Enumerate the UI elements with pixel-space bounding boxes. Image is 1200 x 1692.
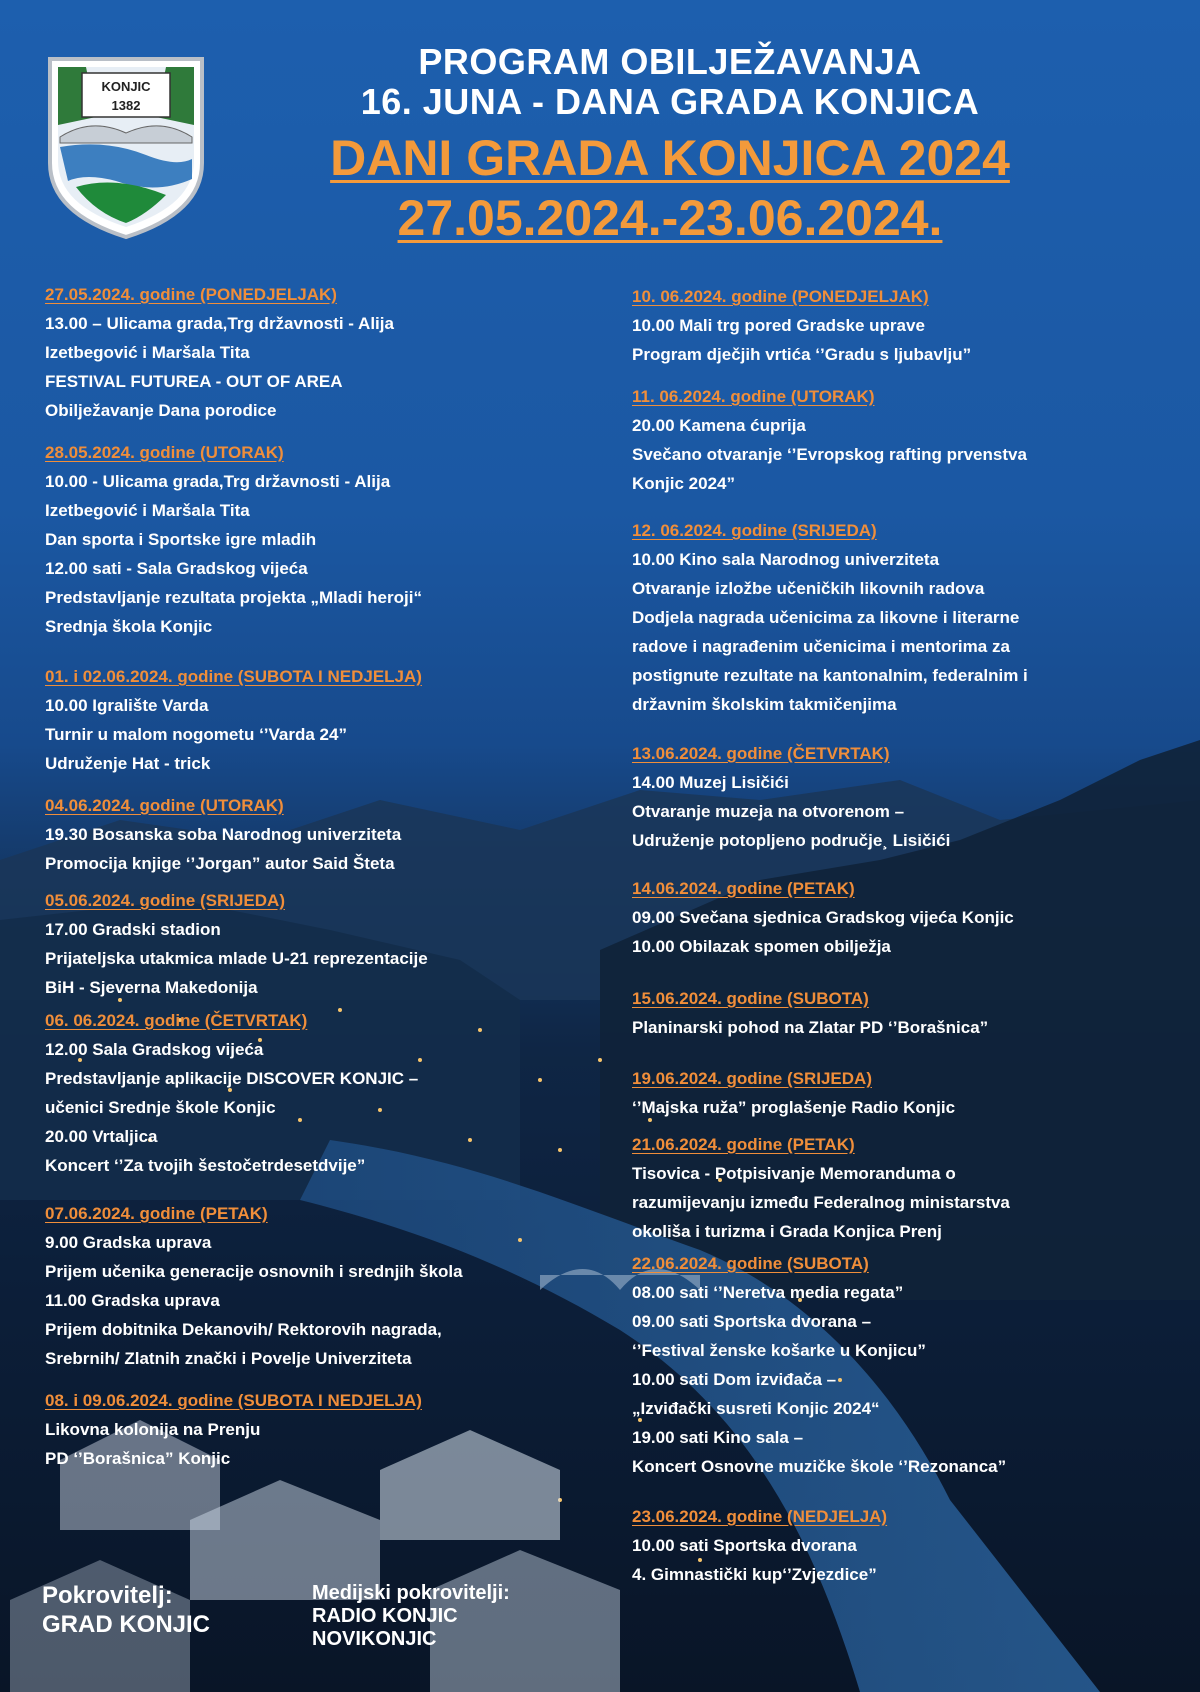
event-date: 19.06.2024. godine (SRIJEDA) — [632, 1069, 872, 1088]
event-detail: Izetbegović i Maršala Tita — [45, 501, 250, 520]
event-detail: 10.00 - Ulicama grada,Trg državnosti - Alija — [45, 472, 391, 491]
event-detail: 10.00 sati Sportska dvorana — [632, 1536, 857, 1555]
event-detail: 10.00 Mali trg pored Gradske uprave — [632, 316, 925, 335]
event-date: 11. 06.2024. godine (UTORAK) — [632, 387, 875, 406]
event-block — [45, 1386, 615, 1473]
header — [220, 42, 1120, 246]
event-detail: Dodjela nagrada učenicima za likovne i literarne — [632, 608, 1020, 627]
media-sponsor-1: RADIO KONJIC — [312, 1605, 458, 1627]
event-detail: 14.00 Muzej Lisičići — [632, 773, 789, 792]
event-detail: Program dječjih vrtića ‘’Gradu s ljubavlju” — [632, 345, 972, 364]
event-detail: 09.00 Svečana sjednica Gradskog vijeća Konjic — [632, 908, 1014, 927]
event-date: 10. 06.2024. godine (PONEDJELJAK) — [632, 287, 929, 306]
event-detail: Konjic 2024” — [632, 474, 735, 493]
crest-name: KONJIC — [101, 79, 151, 94]
event-block — [632, 1064, 1152, 1122]
event-detail: radove i nagrađenim učenicima i mentorima za — [632, 637, 1010, 656]
event-detail: Tisovica - Potpisivanje Memoranduma o — [632, 1164, 956, 1183]
event-detail: postignute rezultate na kantonalnim, federalnim i — [632, 666, 1028, 685]
right-schedule-column — [632, 282, 1152, 1589]
media-sponsor-label: Medijski pokrovitelji: — [312, 1582, 510, 1604]
event-date: 14.06.2024. godine (PETAK) — [632, 879, 855, 898]
event-block — [45, 1199, 615, 1373]
event-detail: 12.00 Sala Gradskog vijeća — [45, 1040, 264, 1059]
event-detail: 10.00 Igralište Varda — [45, 696, 209, 715]
event-detail: 19.30 Bosanska soba Narodnog univerziteta — [45, 825, 402, 844]
event-detail: Promocija knjige ‘’Jorgan” autor Said Šteta — [45, 854, 395, 873]
event-date: 05.06.2024. godine (SRIJEDA) — [45, 891, 285, 910]
event-detail: 20.00 Vrtaljica — [45, 1127, 158, 1146]
event-date: 06. 06.2024. godine (ČETVRTAK) — [45, 1011, 308, 1030]
event-date: 28.05.2024. godine (UTORAK) — [45, 443, 284, 462]
event-detail: PD ‘’Borašnica” Konjic — [45, 1449, 231, 1468]
event-detail: 11.00 Gradska uprava — [45, 1291, 220, 1310]
event-detail: 09.00 sati Sportska dvorana – — [632, 1312, 872, 1331]
event-date: 08. i 09.06.2024. godine (SUBOTA I NEDJELJA) — [45, 1391, 422, 1410]
event-block — [632, 1130, 1152, 1246]
event-detail: 10.00 Kino sala Narodnog univerziteta — [632, 550, 940, 569]
event-detail: ‘’Festival ženske košarke u Konjicu” — [632, 1341, 926, 1360]
event-block — [632, 874, 1152, 961]
event-detail: ‘’Majska ruža” proglašenje Radio Konjic — [632, 1098, 956, 1117]
event-block — [45, 886, 615, 1002]
event-detail: Izetbegović i Maršala Tita — [45, 343, 250, 362]
sponsor-label: Pokrovitelj: — [42, 1582, 173, 1609]
sponsor-name: GRAD KONJIC — [42, 1611, 211, 1638]
header-line-2: 16. JUNA - DANA GRADA KONJICA — [360, 81, 980, 122]
event-detail: Udruženje Hat - trick — [45, 754, 211, 773]
event-block — [45, 438, 615, 641]
event-detail: učenici Srednje škole Konjic — [45, 1098, 276, 1117]
event-detail: FESTIVAL FUTUREA - OUT OF AREA — [45, 372, 343, 391]
event-date: 07.06.2024. godine (PETAK) — [45, 1204, 268, 1223]
event-block — [632, 282, 1152, 369]
event-detail: 9.00 Gradska uprava — [45, 1233, 212, 1252]
header-line-1: PROGRAM OBILJEŽAVANJA — [418, 41, 922, 82]
event-date: 15.06.2024. godine (SUBOTA) — [632, 989, 869, 1008]
event-block — [45, 280, 615, 425]
konjic-crest — [46, 55, 206, 240]
event-detail: okoliša i turizma i Grada Konjica Prenj — [632, 1222, 942, 1241]
event-detail: Likovna kolonija na Prenju — [45, 1420, 261, 1439]
event-detail: Prijem dobitnika Dekanovih/ Rektorovih nagrada, — [45, 1320, 442, 1339]
event-dates: 27.05.2024.-23.06.2024. — [397, 190, 943, 246]
event-date: 13.06.2024. godine (ČETVRTAK) — [632, 744, 890, 763]
event-detail: 10.00 sati Dom izviđača – — [632, 1370, 837, 1389]
event-detail: 19.00 sati Kino sala – — [632, 1428, 804, 1447]
event-detail: Predstavljanje aplikacije DISCOVER KONJIC – — [45, 1069, 419, 1088]
event-date: 04.06.2024. godine (UTORAK) — [45, 796, 284, 815]
event-detail: državnim školskim takmičenjima — [632, 695, 897, 714]
event-block — [632, 984, 1152, 1042]
event-block — [45, 1006, 615, 1180]
event-detail: Prijateljska utakmica mlade U-21 reprezentacije — [45, 949, 428, 968]
event-detail: Koncert ‘’Za tvojih šestočetrdesetdvije” — [45, 1156, 366, 1175]
event-block — [45, 662, 615, 778]
event-title: DANI GRADA KONJICA 2024 — [330, 130, 1010, 186]
event-detail: Otvaranje izložbe učeničkih likovnih radova — [632, 579, 985, 598]
event-detail: Turnir u malom nogometu ‘’Varda 24” — [45, 725, 347, 744]
event-detail: Planinarski pohod na Zlatar PD ‘’Borašnica” — [632, 1018, 989, 1037]
event-detail: Srebrnih/ Zlatnih znački i Povelje Univerziteta — [45, 1349, 412, 1368]
event-detail: 17.00 Gradski stadion — [45, 920, 221, 939]
event-block — [632, 739, 1152, 855]
event-block — [632, 1502, 1152, 1589]
event-detail: Dan sporta i Sportske igre mladih — [45, 530, 317, 549]
event-date: 21.06.2024. godine (PETAK) — [632, 1135, 855, 1154]
event-detail: Svečano otvaranje ‘’Evropskog rafting prvenstva — [632, 445, 1027, 464]
event-detail: Srednja škola Konjic — [45, 617, 213, 636]
event-block — [632, 516, 1152, 719]
event-detail: Obilježavanje Dana porodice — [45, 401, 277, 420]
event-detail: Predstavljanje rezultata projekta „Mladi heroji“ — [45, 588, 422, 607]
crest-year: 1382 — [111, 98, 141, 113]
event-detail: 4. Gimnastički kup‘’Zvjezdice” — [632, 1565, 877, 1584]
event-detail: „Izviđački susreti Konjic 2024“ — [632, 1399, 880, 1418]
event-detail: 20.00 Kamena ćuprija — [632, 416, 806, 435]
media-sponsor-block — [312, 1582, 510, 1651]
event-detail: Koncert Osnovne muzičke škole ‘’Rezonanca” — [632, 1457, 1007, 1476]
media-sponsor-2: NOVIKONJIC — [312, 1628, 437, 1650]
event-detail: 10.00 Obilazak spomen obilježja — [632, 937, 891, 956]
event-block — [632, 382, 1152, 498]
event-date: 27.05.2024. godine (PONEDJELJAK) — [45, 285, 337, 304]
event-date: 12. 06.2024. godine (SRIJEDA) — [632, 521, 877, 540]
event-block — [45, 791, 615, 878]
event-date: 23.06.2024. godine (NEDJELJA) — [632, 1507, 888, 1526]
event-date: 22.06.2024. godine (SUBOTA) — [632, 1254, 869, 1273]
sponsor-block — [42, 1582, 210, 1640]
event-block — [632, 1249, 1152, 1481]
event-detail: Prijem učenika generacije osnovnih i srednjih škola — [45, 1262, 463, 1281]
event-detail: 12.00 sati - Sala Gradskog vijeća — [45, 559, 308, 578]
event-detail: 08.00 sati ‘’Neretva media regata” — [632, 1283, 904, 1302]
event-detail: BiH - Sjeverna Makedonija — [45, 978, 258, 997]
event-detail: Otvaranje muzeja na otvorenom – — [632, 802, 905, 821]
event-detail: Udruženje potopljeno područje¸ Lisičići — [632, 831, 951, 850]
event-detail: razumijevanju između Federalnog ministarstva — [632, 1193, 1010, 1212]
left-schedule-column — [45, 280, 615, 1473]
event-detail: 13.00 – Ulicama grada,Trg državnosti - Alija — [45, 314, 394, 333]
event-date: 01. i 02.06.2024. godine (SUBOTA I NEDJELJA) — [45, 667, 422, 686]
